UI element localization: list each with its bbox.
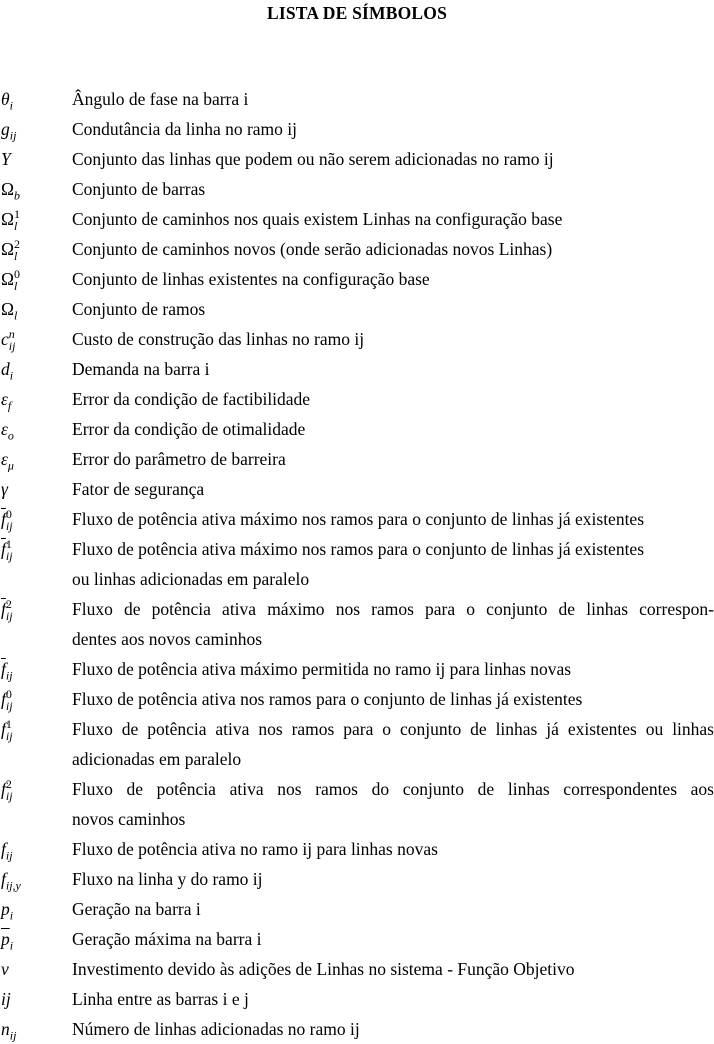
description-line: Geração máxima na barra i [72, 929, 262, 949]
list-item [0, 684, 714, 714]
description-line: novos caminhos [72, 809, 186, 829]
description [72, 84, 714, 114]
description-line: Condutância da linha no ramo ij [72, 119, 298, 139]
list-item [0, 534, 714, 594]
description-line: dentes aos novos caminhos [72, 629, 263, 649]
description-line: Custo de construção das linhas no ramo ij [72, 329, 365, 349]
symbol: $\Omega_l$ [1, 299, 18, 323]
description [72, 324, 714, 354]
symbol: v [1, 959, 9, 979]
description [72, 444, 714, 474]
description-line: Linha entre as barras i e j [72, 989, 249, 1009]
description [72, 504, 714, 534]
description-line: Conjunto de linhas existentes na configuração base [72, 269, 430, 289]
list-item [0, 774, 714, 834]
description [72, 474, 714, 504]
description-line: Fluxo de potência ativa máximo nos ramos para o conjunto de linhas já existentes [72, 509, 645, 529]
symbol: $\varepsilon_f$ [1, 389, 12, 413]
description-line: Fluxo de potência ativa nos ramos para o conjunto de linhas já existentes [72, 689, 583, 709]
list-item [0, 984, 714, 1014]
description [72, 924, 714, 954]
list-item [0, 174, 714, 204]
symbol-list [0, 84, 714, 1044]
list-item [0, 324, 714, 354]
description-line: Fluxo de potência ativa no ramo ij para linhas novas [72, 839, 438, 859]
description [72, 684, 714, 714]
description-line: Conjunto de ramos [72, 299, 206, 319]
description-line: adicionadas em paralelo [72, 749, 242, 769]
symbol: $\Omega^2_l$ [1, 237, 21, 263]
description-line: Fluxo na linha y do ramo ij [72, 869, 263, 889]
description [72, 654, 714, 684]
list-item [0, 594, 714, 654]
description-line: Ângulo de fase na barra i [72, 89, 249, 109]
symbol: $p_i$ [1, 899, 14, 923]
description [72, 204, 714, 234]
symbol: $n_{ij}$ [1, 1019, 17, 1043]
description [72, 594, 714, 654]
list-item [0, 924, 714, 954]
description-line: Conjunto de barras [72, 179, 206, 199]
symbol: $\overline{f}_{ij}$ [1, 659, 13, 683]
list-item [0, 384, 714, 414]
list-item [0, 204, 714, 234]
description-line: Error do parâmetro de barreira [72, 449, 286, 469]
description [72, 774, 714, 834]
description-line: Fluxo de potência ativa máximo permitida no ramo ij para linhas novas [72, 659, 572, 679]
description [72, 1014, 714, 1044]
description-line: Conjunto das linhas que podem ou não serem adicionadas no ramo ij [72, 149, 554, 169]
description [72, 534, 714, 594]
symbol: $\overline{f}^1_{ij}$ [1, 537, 13, 563]
description [72, 144, 714, 174]
list-item [0, 474, 714, 504]
description-line: ou linhas adicionadas em paralelo [72, 569, 310, 589]
symbol: $f_{ij,y}$ [1, 869, 21, 893]
description-line: Error da condição de otimalidade [72, 419, 306, 439]
description-line: Conjunto de caminhos nos quais existem Linhas na configuração base [72, 209, 563, 229]
description [72, 234, 714, 264]
symbol: $f_{ij}$ [1, 839, 13, 863]
description [72, 264, 714, 294]
description-line: Investimento devido às adições de Linhas no sistema - Função Objetivo [72, 959, 575, 979]
symbol: $\theta_i$ [1, 89, 13, 113]
symbol: $\varepsilon_\mu$ [1, 449, 14, 473]
symbol: $c^n_{ij}$ [1, 327, 16, 353]
list-item [0, 144, 714, 174]
symbol: $\overline{f}^0_{ij}$ [1, 507, 13, 533]
list-item [0, 234, 714, 264]
description-line: Fluxo de potência ativa máximo nos ramos para o conjunto de linhas correspon- [72, 599, 714, 619]
list-item [0, 1014, 714, 1044]
symbol: ij [1, 989, 11, 1009]
symbol: $d_i$ [1, 359, 14, 383]
list-item [0, 714, 714, 774]
symbol: $\Omega_b$ [1, 179, 21, 203]
list-item [0, 654, 714, 684]
description-line: Fluxo de potência ativa nos ramos para o conjunto de linhas já existentes ou linhas [72, 719, 714, 739]
description [72, 954, 714, 984]
list-item [0, 264, 714, 294]
symbol: γ [1, 479, 8, 499]
description [72, 354, 714, 384]
description [72, 414, 714, 444]
symbol: $g_{ij}$ [1, 119, 17, 143]
description [72, 384, 714, 414]
description [72, 174, 714, 204]
description [72, 294, 714, 324]
list-item [0, 294, 714, 324]
description [72, 834, 714, 864]
description-line: Geração na barra i [72, 899, 201, 919]
description [72, 894, 714, 924]
description [72, 984, 714, 1014]
page-title: LISTA DE SÍMBOLOS [266, 3, 448, 23]
list-item [0, 504, 714, 534]
description [72, 114, 714, 144]
description-line: Número de linhas adicionadas no ramo ij [72, 1019, 360, 1039]
symbol: $\overline{p}_i$ [1, 929, 14, 953]
symbol: Y [1, 149, 11, 169]
symbol: $f^2_{ij}$ [1, 777, 13, 803]
description-line: Conjunto de caminhos novos (onde serão adicionadas novos Linhas) [72, 239, 553, 259]
description [72, 714, 714, 774]
description-line: Demanda na barra i [72, 359, 210, 379]
list-item [0, 894, 714, 924]
list-item [0, 414, 714, 444]
list-item [0, 444, 714, 474]
description-line: Fluxo de potência ativa máximo nos ramos para o conjunto de linhas já existentes [72, 539, 645, 559]
symbol: $\varepsilon_o$ [1, 419, 14, 443]
description-line: Fluxo de potência ativa nos ramos do conjunto de linhas correspondentes aos [72, 779, 714, 799]
description-line: Fator de segurança [72, 479, 205, 499]
symbol: $f^0_{ij}$ [1, 687, 13, 713]
symbol: $f^1_{ij}$ [1, 717, 13, 743]
symbol: $\Omega^0_l$ [1, 267, 21, 293]
list-item [0, 834, 714, 864]
description-line: Error da condição de factibilidade [72, 389, 311, 409]
symbol: $\overline{f}^2_{ij}$ [1, 597, 13, 623]
list-item [0, 114, 714, 144]
description [72, 864, 714, 894]
list-item [0, 864, 714, 894]
list-item [0, 354, 714, 384]
symbol: $\Omega^1_l$ [1, 207, 21, 233]
list-item [0, 954, 714, 984]
list-item [0, 84, 714, 114]
